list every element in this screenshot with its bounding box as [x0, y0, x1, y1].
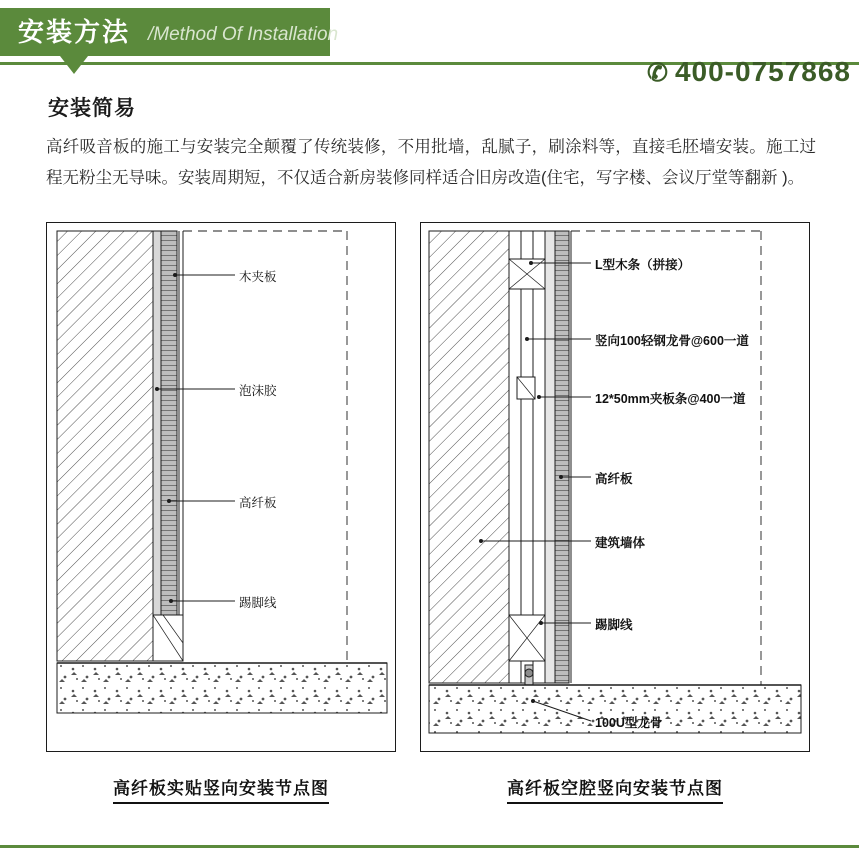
- label-skirting: 踢脚线: [239, 596, 277, 610]
- label-plywood: 木夹板: [239, 270, 277, 284]
- telephone-icon: ✆: [647, 59, 669, 87]
- contact-phone-number: 400-0757868: [674, 56, 851, 87]
- label-skirting: 踢脚线: [595, 618, 633, 632]
- figure-right-caption: [420, 774, 810, 799]
- contact-phone: [647, 56, 851, 88]
- label-steel-keel: 竖向100轻钢龙骨@600一道: [595, 334, 749, 348]
- right-section-drawing: [421, 223, 809, 751]
- page-header: [0, 0, 859, 92]
- label-foam-glue: 泡沫胶: [239, 384, 277, 398]
- label-fiber-board: 高纤板: [239, 496, 277, 510]
- figure-left-caption-text: 高纤板实贴竖向安装节点图: [113, 779, 329, 804]
- figure-right: [420, 222, 810, 799]
- left-section-drawing: [47, 223, 395, 751]
- figure-right-caption-text: 高纤板空腔竖向安装节点图: [507, 779, 723, 804]
- figure-right-drawing: [420, 222, 810, 752]
- label-wall-body: 建筑墙体: [595, 536, 646, 550]
- intro-paragraph: 高纤吸音板的施工与安装完全颠覆了传统装修，不用批墙，乱腻子，刷涂料等，直接毛胚墙安装。施工过程无粉尘无导味。安装周期短，不仅适合新房装修同样适合旧房改造(住宅，写字楼、会议厅堂等翻新 )。: [46, 138, 816, 187]
- header-band-tail: [60, 56, 88, 74]
- figure-left-caption: [46, 774, 396, 799]
- figure-left-drawing: [46, 222, 396, 752]
- section-title: 安装简易: [48, 97, 136, 120]
- footer-divider: [0, 845, 859, 848]
- label-l-wood-strip: L型木条（拼接）: [595, 258, 691, 272]
- label-u-keel: 100U型龙骨: [595, 716, 663, 730]
- page-title: 安装方法: [18, 17, 131, 47]
- label-plywood-strip: 12*50mm夹板条@400一道: [595, 392, 746, 406]
- label-fiber-board: 高纤板: [595, 472, 633, 486]
- page-title-en: /Method Of Installation: [148, 24, 339, 45]
- figure-left: [46, 222, 396, 799]
